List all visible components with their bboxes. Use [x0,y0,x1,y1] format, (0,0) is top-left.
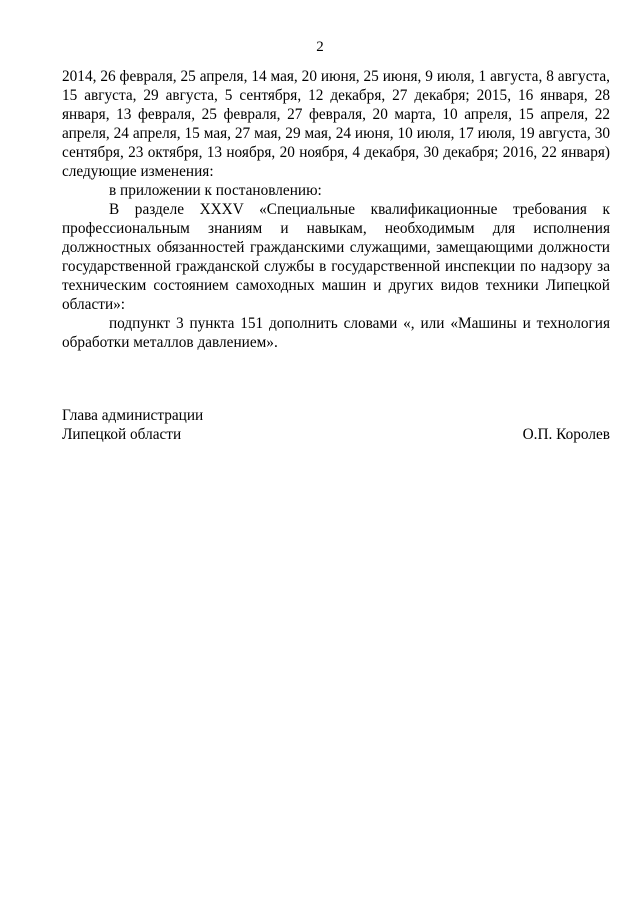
signatory-position-line1: Глава администрации [62,407,204,424]
document-body [62,67,610,352]
signatory-name: О.П. Королев [522,426,610,443]
paragraph-amendment: подпункт 3 пункта 151 дополнить словами «, или «Машины и технология обработки металлов давлением». [62,315,610,351]
paragraph-appendix: в приложении к постановлению: [109,182,322,199]
signature-line [62,425,610,444]
signature-block [62,406,610,444]
paragraph-dates: 2014, 26 февраля, 25 апреля, 14 мая, 20 июня, 25 июня, 9 июля, 1 августа, 8 августа, 15 августа, 29 августа, 5 сентября, 12 декабря, 27 декабря; 2015, 16 января, 28 января, 13 февраля, 25 февраля, 27 февраля, 20 марта, 10 апреля, 15 апреля, 22 апреля, 24 апреля, 15 мая, 27 мая, 29 мая, 24 июня, 10 июля, 17 июля, 19 августа, 30 сентября, 23 октября, 13 ноября, 20 ноября, 4 декабря, 30 декабря; 2016, 22 января) следующие изменения: [62,68,610,180]
paragraph-section: В разделе XXXV «Специальные квалификационные требования к профессиональным знаниям и навыкам, необходимым для исполнения должностных обязанностей гражданскими служащими, замещающими должности государственной гражданской службы в государственной инспекции по надзору за техническим состоянием самоходных машин и других видов техники Липецкой области»: [62,201,610,313]
signatory-position-line2: Липецкой области [62,426,182,443]
page-number: 2 [316,39,324,55]
